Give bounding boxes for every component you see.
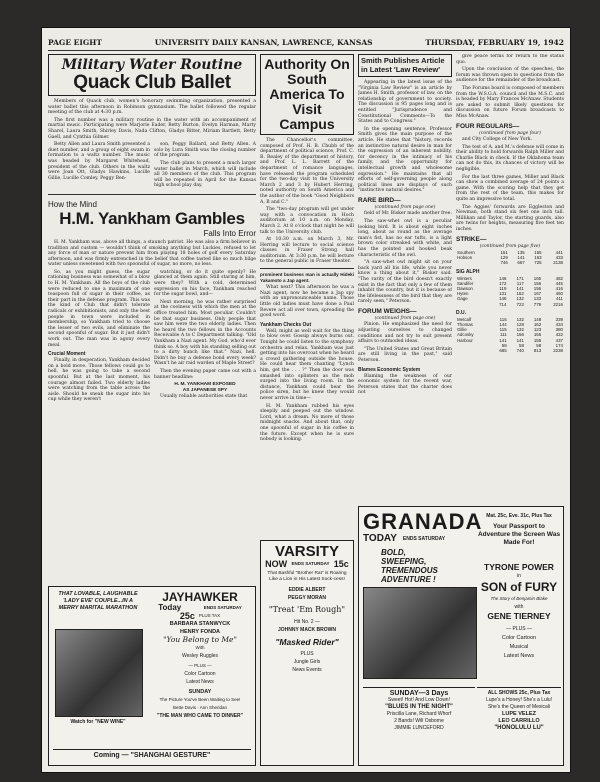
bowling-score: 339: [555, 316, 563, 322]
rarebird-head: RARE BIRD—: [358, 196, 401, 204]
gamble-paragraph-1: H. M. Yankham was, above all things, a staunch patriot. He was also a firm believer in tradition and custom — wouldn't think of smoking anything but Luckies, refused to let any force of man or nature prevent him from playing 18 holes of golf every Saturday afternoon, and was firmly entrenched in the belief that coffee tasted like so much bilge water unless sweetened with two spoonsful of sugar, no more, no less.: [48, 239, 256, 268]
granada-ad: [358, 506, 564, 766]
left-column-stories: [48, 54, 256, 584]
bowling-score: 156: [533, 280, 542, 286]
bowler-name: Winters: [457, 275, 472, 281]
varsity-extra-2: News Events: [292, 667, 322, 673]
bowling-score: 163: [534, 255, 542, 261]
gamble-subhead: Crucial Moment: [48, 351, 86, 358]
varsity-star-2: PEGGY MORAN: [288, 595, 326, 601]
granada-sunday-3: Priscilla Lane, Richard Whorf: [386, 711, 452, 717]
granada-in: in: [517, 573, 521, 579]
bowling-score: 380: [555, 327, 563, 333]
varsity-hit2: Hit No. 2 —: [294, 619, 320, 625]
bowling-score: 119: [499, 286, 507, 292]
bowler-name: Gage: [457, 296, 468, 302]
granada-plus: — PLUS —: [506, 626, 532, 632]
granada-story: The Story of Benjamin Blake: [490, 596, 548, 601]
banner-line-1: H. M. YANKHAM EXPOSED: [174, 382, 236, 388]
varsity-film-2: "Masked Rider": [275, 637, 339, 647]
granada-price: Mat. 25c, Eve. 31c, Plus Tax: [486, 513, 552, 519]
bowling-score: 146: [499, 275, 507, 281]
bowling-score: 141: [516, 286, 524, 292]
varsity-extra-1: Jungle Girls: [293, 659, 321, 665]
bowling-score: 171: [516, 275, 524, 281]
jayhawker-watch: Watch for "NEW WINE": [70, 719, 126, 725]
bowling-score: 422: [555, 332, 563, 338]
jayhawker-film-still: [55, 629, 143, 717]
bowling-score: 714: [499, 301, 507, 307]
gamble-paragraph-6: Then the evening paper came out with a banner headline:: [154, 368, 256, 380]
bowling-score: 141: [499, 337, 507, 343]
forum2-paragraph-3: The Forums board is composed of members from the W.S.G.A. council and the M.S.C. and is headed by Mary Frances McAnaw. Students are asked to submit likely questions for discussion on future Forum broadcasts to Miss McAnaw.: [456, 85, 564, 119]
gamble-deck: Falls Into Error: [203, 228, 256, 238]
bowler-name: Thomas: [457, 322, 473, 328]
bowling-score: 151: [500, 250, 508, 256]
granada-extra-3: Latest News: [503, 653, 535, 659]
forum2-paragraph-1: give peace terms for return to the status quo.: [456, 54, 564, 65]
bowling-score: 433: [555, 255, 563, 261]
jayhawker-star-3: Wesley Ruggles: [181, 653, 219, 659]
authority-subhead: Yankham Checks Out: [260, 321, 312, 328]
bowling-score: 116: [499, 316, 507, 322]
bowler-name: Hyten: [457, 291, 469, 297]
gamble-paragraph-2: So, as you might guess, the sugar rationing business was somewhat of a blow to H. M. Yankham. All the boys of the club were reduced to one a maximum of one teaspoon full of sugar in their coffee, as their part in the defense program. This was the kind of Club that didn't tolerate radicals or exhibitionists, and only the best people in town were included in membership, so Yankham tried to choose the lesser of two evils, and eliminate the second spoonful of sugar. But it just didn't work out. The man was in agony every meal.: [48, 269, 150, 348]
quack-two-col: [48, 142, 256, 191]
jayhawker-sunday-2: Bette Davis · Ann Sheridan: [172, 705, 228, 710]
bowling-score: 2238: [553, 348, 563, 354]
gamble-banner: [154, 382, 256, 394]
regulars-cont: (continued from page four): [479, 130, 541, 136]
authority-paragraph-4: What next? This afternoon he was a Nazi agent, now he became a Jap spy with an unpronounceable name. Those little old ladies must have done a Paul Revere act all over town, spreading the good word.: [260, 285, 354, 319]
bowling-score: 445: [555, 280, 563, 286]
bowling-score: 156: [516, 332, 524, 338]
granada-sunday-5: JIMMIE LUNCEFORD: [394, 725, 444, 731]
authority-headline-box: [260, 54, 354, 135]
rarebird-cont: (continued from page one): [374, 204, 436, 210]
smith-paragraph-2: In the opening sentence, Professor Smith gives the main purpose of the article. He states that "history, records an instinctive natural desire in man for the expression of an inherent nobility, for decency in the intimacy of his family, and the opportunity for intellectual growth and wholesome expression." He maintains that all efforts of self-governing people along political lines are displays of such "instinctive natural desires.": [358, 126, 452, 194]
granada-extra-2: Musical: [509, 644, 529, 650]
forum-cont: (continued from page one): [374, 315, 436, 321]
bowler-name: Adcosky: [457, 332, 474, 338]
bowling-score: 2216: [553, 301, 563, 307]
gamble-paragraph-3: Finally, in desperation, Yankham decided on a bold move. Those fellows could go to hell, he was going to take a second spoonful. But at the last moment, his courage almost failed. Two elderly ladies were watching from the table across the aisle. Should he sneak the sugar into his cup while they weren't: [48, 358, 150, 403]
authority-pull: prominent business man is actually Hideki Yakamoto a Jap agent.: [260, 272, 354, 283]
granada-star: TYRONE POWER: [484, 562, 554, 572]
bowling-score: 141: [517, 255, 525, 261]
bowling-score: 460: [555, 291, 563, 297]
bowling-score: 172: [499, 280, 507, 286]
granada-with: with: [514, 604, 524, 610]
bowling-score: 58: [519, 342, 524, 348]
strike-table-2: [456, 276, 564, 307]
regulars-paragraph-3: For the last three games, Miller and Black can show a combined average of 24 points a game. With the scoring help that they get from the rest of the team, this makes for quite an impressive total.: [456, 174, 564, 202]
newspaper-page: [42, 28, 570, 772]
bowling-score: 667: [517, 260, 525, 266]
bowling-score: 746: [500, 260, 508, 266]
gamble-kicker: How the Mind: [48, 199, 97, 209]
varsity-ends: ENDS SATURDAY: [291, 561, 330, 566]
bowler-name: Southern: [457, 250, 475, 256]
bowling-score: 2138: [553, 260, 563, 266]
granada-right-1: ALL SHOWS 25c, Plus Tax: [487, 690, 551, 696]
bowler-name: [456, 260, 492, 265]
varsity-ad: [260, 540, 354, 766]
granada-right-5: LEO CARRILLO: [498, 718, 540, 724]
quack-paragraph-4: son, Peggy Ballard, and Betty Allen. A solo by Lura Smith was the closing number of the program.: [154, 142, 256, 159]
bowling-score: 128: [516, 322, 524, 328]
bowling-score: 111: [499, 332, 507, 338]
granada-tagline: BOLD, SWEEPING, TREMENDOUS ADVENTURE !: [381, 548, 438, 584]
bowling-score: 115: [499, 327, 507, 333]
bowling-row: [456, 348, 564, 353]
authority-paragraph-1: The Chancellor's committee, composed of Prof. H. B. Chubb of the department of political science, Prof. C. B. Realey of the department of history, and Prof. L. L. Barrett of the department of romance languages, have released the program scheduled for the two-day visit to the University March 2 and 3 by Hubert Herring, noted authority on South America and the author of the book "Good Neighbors A, B and C.": [260, 138, 354, 205]
gamble-headline-box: [48, 198, 256, 240]
varsity-price: 15c: [333, 559, 349, 569]
authority-paragraph-3: At 10:30 a.m. on March 3, Mr. Herring will lecture to social science classes in Fraser Strong hall auditorium. At 3:30 p.m. he will lecture to the general public in Fraser theater.: [260, 237, 354, 265]
bowling-score: 58: [501, 342, 507, 348]
du-head: D.U.: [456, 309, 466, 316]
gamble-two-col: [48, 270, 256, 405]
authority-column: [260, 54, 354, 538]
jayhawker-sunday-3: "THE MAN WHO CAME TO DINNER": [156, 713, 244, 719]
quack-paragraph-1: Members of Quack club, women's honorary swimming organization, presented a water ballet this afternoon in Robinson gymnasium. The ballet followed the regular meeting of the club at 4:30 p.m.: [48, 99, 256, 116]
page-number: PAGE EIGHT: [48, 38, 102, 47]
gamble-headline: H.M. Yankham Gambles: [59, 208, 245, 228]
forum-subhead: Blames Economic System: [358, 366, 421, 373]
gamble-paragraph-4: watching, or do it quite openly? He glanced at them again. Still staring at him, were they? With a cold, determined expression on his face, Yankham reached for the sugar bowl, and—: [154, 269, 256, 298]
sig-alph-head: SIG ALPH: [456, 268, 480, 275]
granada-sunday-2: "BLUES IN THE NIGHT": [385, 704, 453, 710]
bowling-score: 155: [533, 337, 542, 343]
bowling-score: 148: [533, 316, 542, 322]
masthead: [48, 38, 564, 51]
regulars-paragraph-2: The test of A. and M.'s defense will come in their ability to hold forwards Ralph Miller and Charlie Black in check. If the Oklahoma team can not do this, its chances of victory will be negligible.: [456, 144, 564, 172]
smith-headline: Smith Publishes Article in Latest 'Law Review': [361, 56, 445, 74]
bowling-score: 167: [533, 291, 542, 297]
granada-right-3: She's the Queen of Mexicali: [487, 704, 551, 710]
bowler-name: Harbour: [457, 337, 473, 343]
varsity-film: "Treat 'Em Rough": [268, 605, 346, 614]
bowling-score: 131: [499, 291, 507, 297]
forum2-paragraph-2: Upon the conclusion of the speeches, the forum was thrown open to questions from the audience for the remainder of the broadcast.: [456, 67, 564, 84]
strike-cont: (continued from page five): [479, 243, 541, 249]
authority-paragraph-2: The "two-day program will get under way with a convocation in Hoch auditorium at 10 a.m. on Monday, March 2. At 8 o'clock that night he will talk to the University club.: [260, 207, 354, 235]
bowling-score: 165: [533, 275, 542, 281]
bowling-score: 685: [499, 348, 507, 354]
bowling-score: 133: [533, 296, 542, 302]
gamble-paragraph-7: Usually reliable authorities state that: [160, 394, 248, 400]
smith-column: [358, 54, 452, 504]
bowling-score: 725: [534, 260, 542, 266]
bowling-score: 58: [536, 342, 542, 348]
jayhawker-plus: — PLUS —: [188, 663, 212, 668]
quack-kicker: Military Water Routine: [61, 57, 243, 73]
bowling-score: 416: [555, 286, 563, 292]
strike-head: STRIKE—: [456, 235, 487, 243]
bowling-score: 155: [534, 250, 542, 256]
bowling-score: 723: [516, 301, 524, 307]
bowling-score: 155: [533, 332, 542, 338]
granada-name: GRANADA: [363, 509, 483, 534]
bowling-score: 146: [499, 296, 507, 302]
jayhawker-extra-1: Color Cartoon: [184, 671, 216, 677]
quack-headline: Quack Club Ballet: [73, 72, 231, 93]
regulars-paragraph-1: and City College of New York.: [462, 137, 532, 143]
bowler-name: [456, 348, 490, 353]
bowling-score: 411: [556, 296, 563, 302]
varsity-plus: PLUS: [300, 651, 314, 657]
bowling-row: [456, 260, 564, 265]
forum-paragraph-1: Pinion. He emphasized the need for adjusting ourselves to changed conditions and not try to suit present affairs to outmoded ideas.: [358, 322, 452, 345]
varsity-now: NOW: [265, 559, 288, 569]
bowling-score: 162: [516, 291, 524, 297]
granada-film-still: [363, 587, 477, 679]
varsity-star-3: JOHNNY MACK BROWN: [278, 627, 336, 633]
bowling-score: 141: [516, 337, 524, 343]
sports-column: [456, 54, 564, 504]
granada-extra-1: Color Cartoon: [501, 635, 537, 641]
authority-headline: Authority On South America To Visit Campus: [264, 56, 350, 132]
issue-date: THURSDAY, FEBRUARY 19, 1942: [425, 38, 564, 47]
bowling-score: 117: [516, 280, 524, 286]
bowling-score: 144: [499, 322, 507, 328]
granada-right-6: "HONOLULU LU": [494, 725, 544, 731]
jayhawker-today: Today: [158, 603, 182, 612]
banner-line-2: AS JAPANESE SPY: [182, 388, 228, 394]
jayhawker-tax: PLUS TAX: [198, 613, 221, 618]
jayhawker-sunday: SUNDAY: [188, 689, 212, 695]
quack-headline-box: [48, 54, 256, 96]
jayhawker-coming: Coming — "SHANGHAI GESTURE": [53, 749, 251, 759]
jayhawker-with: With: [195, 645, 205, 650]
bowling-score: 156: [533, 286, 542, 292]
quack-paragraph-3: Betty Allen and Laura Smith presented a duet number, and a group of eight swam in formation to a waltz number. The music was headed by Margaret Whitehead, president of the club. Others in the waltz were Joan Ott, Gladys Hawkins, Lucille Gillie, Lucille Comley, Peggy Ben-: [48, 142, 150, 181]
granada-film: SON of FURY: [480, 580, 558, 594]
jayhawker-line-1: THAT LOVABLE, LAUGHABLE 'LADY EVE' COUPLE...IN A MERRY MARITAL MARATHON: [58, 591, 138, 611]
granada-ends: ENDS SATURDAY: [402, 535, 446, 542]
varsity-star-1: EDDIE ALBERT: [288, 587, 326, 593]
bowling-score: 132: [516, 316, 524, 322]
bowling-score: 174: [555, 342, 563, 348]
bowler-name: Gillie: [457, 327, 467, 333]
bowler-name: Sandifer: [457, 280, 474, 286]
bowling-score: 740: [516, 348, 524, 354]
smith-headline-box: [358, 54, 452, 77]
varsity-line-1: That Bashful "Brother Rat" is Roaring Like a Lion in His Latest Sock-cess!: [267, 571, 347, 582]
bowling-score: 123: [533, 327, 542, 333]
jayhawker-star-1: BARBARA STANWYCK: [169, 621, 231, 627]
rarebird-paragraph-2: The saw-whet owl is a peculiar looking bird. It is about eight inches long, about as round as the average man's fist, has no ear tufts, is a light brown color streaked with white, and has the pointed and hooked beak characteristic of the owl.: [358, 218, 452, 258]
bowler-name: Hobson: [457, 255, 473, 261]
granada-line-1: Your Passport to Adventure the Screen Was Made For!: [477, 523, 561, 546]
quack-paragraph-2: The first number was a military routine in the water with an accompaniment of martial music. Participating were Marjorie Eader, Betty Burton, Evelyn Harman, Marty Sharel, Laura Smith, Shirley Davis, Nada Clifton, Gladys Bitter, Miriam Bartlett, Betty Gaell, and Cynthia Gilmer.: [48, 117, 256, 140]
quack-paragraph-5: The club plans to present a much larger water ballet in March, which will include all 30 members of the club. This program will be repeated in April for the Kansas high school play day.: [154, 160, 256, 189]
bowling-score: 132: [516, 327, 524, 333]
paper-title: UNIVERSITY DAILY KANSAN, LAWRENCE, KANSAS: [154, 38, 373, 47]
granada-right-4: LUPE VELEZ: [502, 711, 536, 717]
jayhawker-name: JAYHAWKER: [162, 590, 238, 604]
bowler-name: Metcalf: [457, 316, 472, 322]
jayhawker-film: "You Belong to Me": [163, 635, 237, 644]
regulars-head: FOUR REGULARS—: [456, 122, 520, 130]
forum-head: FORUM WEIGHS—: [358, 307, 417, 315]
authority-paragraph-5: Well, might as well wait for the thing to blow over. Gossip always burns out. Tonight he could listen to the symphony orchestra and relax. Yankham was just getting into his overcoat when he heard a crowd gathering outside the house. He could hear them chanting "Lynch him, get the . . . ?" Then the door was smashed into splinters as the mob surged into the living room. In the distance, Yankham could hear the police siren, but he knew they would never arrive in time—: [260, 328, 354, 401]
forum-paragraph-2: "The United States and Great Britain are still living in the past," said Peterson.: [358, 346, 452, 363]
granada-sunday-1: Sweet! Hot! And Low Down!: [388, 697, 450, 703]
jayhawker-star-2: HENRY FONDA: [179, 629, 221, 635]
bowling-score: 437: [555, 337, 563, 343]
bowling-score: 135: [517, 250, 525, 256]
granada-costar: GENE TIERNEY: [487, 611, 551, 621]
granada-right-2: Lupe's a Honey! She's a Lulu!: [485, 697, 553, 703]
jayhawker-sunday-1: The Picture You've Been Waiting to See!: [159, 697, 241, 702]
rarebird-paragraph-1: field of Mr. Bisker made another free.: [364, 211, 452, 217]
strike-table-3: [456, 317, 564, 353]
bowling-score: 434: [555, 322, 563, 328]
bowling-row: [456, 302, 564, 307]
granada-sunday-4: 2 Bands! Will Osborne: [394, 718, 444, 724]
bowling-score: 813: [533, 348, 542, 354]
authority-paragraph-6: H. M. Yankham rubbed his eyes sleepily and peeped out the window. Lord, what a dream. No more of those midnight snacks. And about that, only one spoonful of sugar in his coffee in the future. Except when he is sure nobody is looking.: [260, 403, 354, 443]
bowler-name: [456, 302, 490, 307]
varsity-name: VARSITY: [275, 543, 339, 560]
bowling-score: 779: [533, 301, 542, 307]
jayhawker-extra-2: Latest News: [186, 679, 214, 685]
bowling-score: 132: [516, 296, 524, 302]
bowling-score: 441: [555, 250, 563, 256]
granada-sunday: SUNDAY—3 Days: [389, 690, 449, 697]
bowling-score: 162: [533, 322, 542, 328]
forum-paragraph-3: Blaming the weakness of our economic system for the recent war, Peterson states that the charter does not: [358, 373, 452, 396]
jayhawker-ends: ENDS SATURDAY: [203, 605, 242, 610]
gamble-paragraph-5: Next morning, he was rather surprised at the coolness with which the men at the office treated him. Most peculiar. Couldn't be that sugar business. Only people that saw him were the two elderly ladies. Then he heard the two fellows in the Accounts Receivable A to C Department talking. "Old Yankham a Nazi agent. My God, who'd ever think so. A boy with his standing selling out to a dirty bunch like that." Nazi, hell. Didn't he buy a defense bond every week? Wasn't he air raid warden of Maple Street?: [154, 299, 256, 367]
bowling-score: 482: [555, 275, 563, 281]
smith-paragraph-1: Appearing in the latest issue of the "Virginia Law Review" is an article by James H. Smith, professor of law, on the relationship of government to society. The discussion is 95 pages long and is entitled "Jurisprudence and Constitutional Comments—To the States and to Congress.": [358, 80, 452, 125]
strike-table-1: [456, 250, 564, 266]
jayhawker-price: 25c: [179, 611, 195, 621]
bowler-name: Dawson: [457, 286, 473, 292]
regulars-paragraph-4: The Aggies' forwards are Eggleston and Newman, both stand six feet one inch tall. Millikan and Taylor, the starting guards, also are twins for heights, measuring five feet ten inches.: [456, 204, 564, 232]
bowling-score: 129: [500, 255, 508, 261]
granada-today: TODAY: [363, 533, 397, 544]
jayhawker-ad: [48, 586, 256, 766]
rarebird-paragraph-3: "A saw-whet owl might sit on your back yard all his life, while you never know a thing about it," Bisker said. "The rarity of the bird doesn't exactly exist in the fact that only a few of them inhabit the country, but it is because of the lifelessness of the bird that they are rarely seen," Peterson.: [358, 260, 452, 305]
